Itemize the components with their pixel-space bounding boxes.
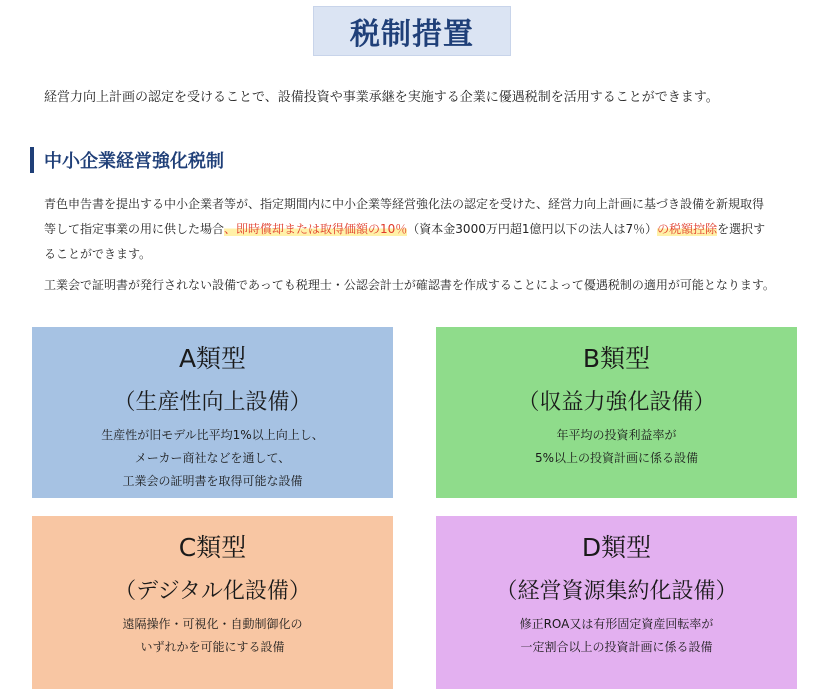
type-d-card	[436, 516, 797, 689]
type-b-description	[436, 424, 797, 470]
type-c-description	[32, 613, 393, 659]
paragraph-1-line-2-text-c: を選択す	[717, 222, 766, 236]
type-a-card	[32, 327, 393, 498]
heading-accent-bar	[30, 147, 34, 173]
type-a-subtitle: （生産性向上設備）	[113, 390, 312, 415]
type-b-desc-line: 5%以上の投資計画に係る設備	[534, 451, 699, 465]
paragraph-1-line-3: ることができます。	[44, 247, 152, 261]
type-d-desc-line: 修正ROA又は有形固定資産回転率が	[519, 617, 714, 631]
page-title-box	[313, 6, 511, 56]
type-c-desc-line: いずれかを可能にする設備	[140, 640, 285, 654]
type-d-subtitle: （経営資源集約化設備）	[495, 579, 738, 604]
intro-text: 経営力向上計画の認定を受けることで、設備投資や事業承継を実施する企業に優遇税制を活用することができます。	[44, 90, 719, 105]
type-b-subtitle: （収益力強化設備）	[517, 390, 716, 415]
paragraph-1-line-2	[44, 217, 765, 242]
paragraph-1	[44, 192, 765, 267]
type-d-description	[436, 613, 797, 659]
type-a-title: A類型	[178, 344, 247, 373]
type-a-desc-line: 生産性が旧モデル比平均1%以上向上し、	[101, 428, 324, 442]
type-b-card	[436, 327, 797, 498]
type-c-card	[32, 516, 393, 689]
type-a-desc-line: メーカー商社などを通して、	[134, 451, 291, 465]
type-b-desc-line: 年平均の投資利益率が	[556, 428, 677, 442]
type-a-desc-line: 工業会の証明書を取得可能な設備	[122, 474, 303, 488]
type-c-title: C類型	[178, 533, 247, 562]
page-title: 税制措置	[350, 17, 474, 52]
highlight-tax-credit: の税額控除	[657, 222, 718, 236]
highlight-immediate-depreciation: 、即時償却または取得価額の10％	[224, 222, 408, 236]
paragraph-1-line-2-text-a: 等して指定事業の用に供した場合	[44, 222, 225, 236]
section-heading	[30, 146, 224, 174]
paragraph-1-line-1: 青色申告書を提出する中小企業者等が、指定期間内に中小企業等経営強化法の認定を受けた、経営力向上計画に基づき設備を新規取得	[44, 197, 765, 211]
paragraph-1-line-2-text-b: （資本金3000万円超1億円以下の法人は7％）	[407, 222, 658, 236]
paragraph-2: 工業会で証明書が発行されない設備であっても税理士・公認会計士が確認書を作成することによって優遇税制の適用が可能となります。	[44, 278, 775, 292]
section-heading-text: 中小企業経営強化税制	[44, 151, 224, 172]
type-d-title: D類型	[581, 533, 652, 562]
type-d-desc-line: 一定割合以上の投資計画に係る設備	[520, 640, 713, 654]
type-c-subtitle: （デジタル化設備）	[114, 579, 311, 604]
type-c-desc-line: 遠隔操作・可視化・自動制御化の	[122, 617, 303, 631]
type-a-description	[32, 424, 393, 493]
type-b-title: B類型	[582, 344, 651, 373]
